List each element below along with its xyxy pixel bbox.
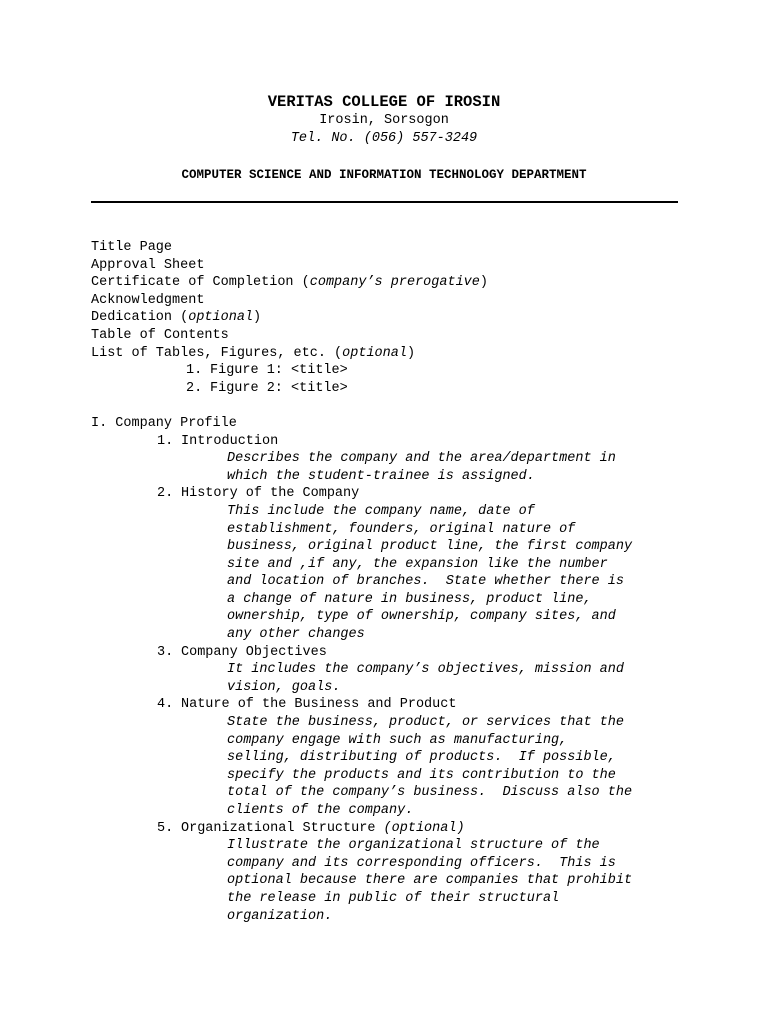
certificate-close: ) [479,275,488,291]
figure-number: 2. [186,380,203,396]
certificate-note: company’s prerogative [309,275,480,291]
outline-item-certificate [91,274,691,292]
spacer [91,397,691,415]
outline-item-dedication [91,309,691,327]
outline-item-toc: Table of Contents [91,327,229,343]
dedication-close: ) [253,310,262,326]
item-description-line: establishment, founders, original nature of [227,521,576,537]
item-number: 1. [157,433,174,449]
item-description-line: Illustrate the organizational structure of the [227,838,600,854]
item-description-line: optional because there are companies that prohibit [227,873,633,889]
item-title: Organizational Structure [181,820,384,836]
figure-title: Figure 1: <title> [210,363,348,379]
figure-list-item [91,362,691,380]
item-title: Introduction [181,433,279,449]
department-name: COMPUTER SCIENCE AND INFORMATION TECHNOLOGY DEPARTMENT [181,168,587,182]
item-title: Nature of the Business and Product [181,697,457,713]
item-description-line: organization. [227,908,333,924]
section-item [91,820,691,838]
outline-body [91,239,691,925]
figure-number: 1. [186,363,203,379]
outline-item-lists [91,345,691,363]
item-number: 5. [157,820,174,836]
lists-close: ) [406,345,416,361]
item-description-line: which the student-trainee is assigned. [227,468,535,484]
figure-list-item [91,380,691,398]
outline-item-acknowledgment: Acknowledgment [91,292,205,308]
item-title-note: (optional) [383,820,465,836]
item-description-line: any other changes [227,627,365,643]
item-description-line: selling, distributing of products. If possible, [227,750,616,766]
dedication-note: optional [188,310,254,326]
figure-title: Figure 2: <title> [210,380,348,396]
item-description-line: company engage with such as manufacturing, [227,732,568,748]
section-item [91,644,691,662]
item-description-line: Describes the company and the area/department in [227,451,616,467]
section-item [91,485,691,503]
item-description-line: the release in public of their structural [227,890,560,906]
item-description-line: a change of nature in business, product line, [227,591,592,607]
item-description-line: and location of branches. State whether there is [227,574,624,590]
item-description-line: This include the company name, date of [227,503,535,519]
item-number: 2. [157,486,174,502]
section-item [91,696,691,714]
item-description-line: clients of the company. [227,803,414,818]
item-description-line: site and ,if any, the expansion like the number [227,556,608,572]
certificate-text: Certificate of Completion ( [91,275,310,291]
item-number: 4. [157,697,174,713]
item-description-line: It includes the company’s objectives, mission and [227,662,624,678]
document-header [0,92,768,184]
section-title: I. Company Profile [91,415,237,431]
outline-item-approval-sheet: Approval Sheet [91,257,205,273]
lists-text: List of Tables, Figures, etc. ( [91,345,343,361]
item-number: 3. [157,644,174,660]
item-description-line: business, original product line, the first company [227,539,633,555]
school-telephone: Tel. No. (056) 557-3249 [290,130,478,146]
item-title: Company Objectives [181,644,327,660]
item-description-line: State the business, product, or services that the [227,715,624,731]
school-name: VERITAS COLLEGE OF IROSIN [267,93,501,111]
item-description-line: company and its corresponding officers. This is [227,855,616,871]
item-description-line: ownership, type of ownership, company sites, and [227,609,616,625]
school-address: Irosin, Sorsogon [319,113,449,128]
item-title: History of the Company [181,486,360,502]
outline-item-title-page: Title Page [91,240,173,255]
item-description-line: vision, goals. [227,679,341,695]
item-description-line: specify the products and its contribution to the [227,767,616,783]
section-item [91,433,691,451]
lists-note: optional [342,345,407,361]
header-divider [91,201,678,203]
item-description-line: total of the company’s business. Discuss also the [227,785,633,801]
dedication-text: Dedication ( [91,310,189,326]
